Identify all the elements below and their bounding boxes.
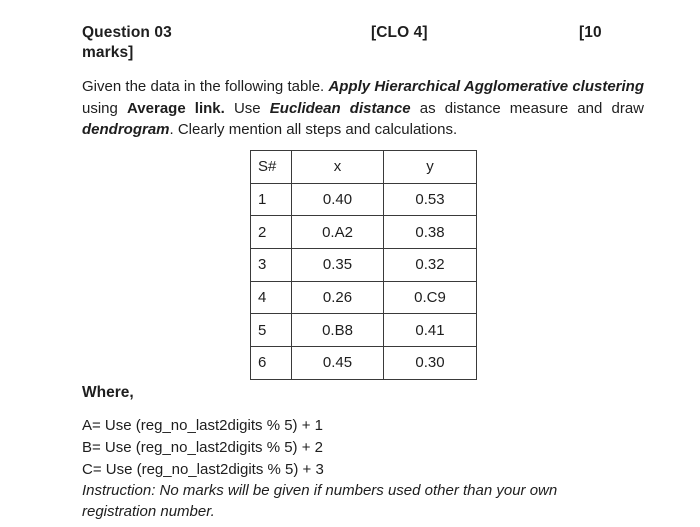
cell-x: 0.45	[292, 347, 384, 380]
cell-sn: 6	[251, 347, 292, 380]
cell-x: 0.40	[292, 183, 384, 216]
table-row	[251, 183, 477, 216]
prompt-emphasis-distance: Euclidean distance	[269, 99, 411, 117]
cell-y: 0.41	[384, 314, 477, 347]
rule-a: A= Use (reg_no_last2digits % 5) + 1	[82, 417, 323, 434]
where-heading: Where,	[82, 384, 134, 401]
marks-label-part1: [10	[579, 24, 602, 41]
cell-x: 0.B8	[292, 314, 384, 347]
data-table	[250, 150, 477, 380]
column-header-sn: S#	[251, 151, 292, 184]
clo-tag: [CLO 4]	[371, 24, 428, 41]
table-row	[251, 281, 477, 314]
cell-x: 0.35	[292, 249, 384, 282]
prompt-text: as distance measure and draw	[410, 99, 644, 117]
instruction-line-1: Instruction: No marks will be given if numbers used other than your own	[82, 482, 558, 499]
table-row	[251, 347, 477, 380]
table-row	[251, 314, 477, 347]
question-prompt	[82, 76, 644, 141]
instruction-line-2: registration number.	[82, 503, 215, 520]
rule-b: B= Use (reg_no_last2digits % 5) + 2	[82, 439, 323, 456]
cell-sn: 2	[251, 216, 292, 249]
cell-sn: 3	[251, 249, 292, 282]
table-row	[251, 249, 477, 282]
prompt-text: . Clearly mention all steps and calculations.	[169, 121, 458, 138]
question-title: Question 03	[82, 24, 172, 41]
prompt-text: Use	[224, 99, 270, 117]
cell-y: 0.32	[384, 249, 477, 282]
cell-y: 0.53	[384, 183, 477, 216]
rule-c: C= Use (reg_no_last2digits % 5) + 3	[82, 461, 324, 478]
prompt-text: Given the data in the following table.	[82, 78, 329, 95]
cell-y: 0.38	[384, 216, 477, 249]
cell-sn: 5	[251, 314, 292, 347]
cell-x: 0.A2	[292, 216, 384, 249]
prompt-emphasis-method: Apply Hierarchical Agglomerative clustering	[328, 78, 644, 95]
cell-sn: 1	[251, 183, 292, 216]
cell-sn: 4	[251, 281, 292, 314]
cell-y: 0.C9	[384, 281, 477, 314]
cell-y: 0.30	[384, 347, 477, 380]
prompt-text: using	[82, 99, 128, 117]
table-header-row	[251, 151, 477, 184]
cell-x: 0.26	[292, 281, 384, 314]
table-row	[251, 216, 477, 249]
marks-label-part2: marks]	[82, 44, 134, 61]
prompt-emphasis-dendrogram: dendrogram	[82, 121, 170, 138]
column-header-x: x	[292, 151, 384, 184]
prompt-emphasis-linkage: Average link.	[127, 99, 225, 117]
column-header-y: y	[384, 151, 477, 184]
